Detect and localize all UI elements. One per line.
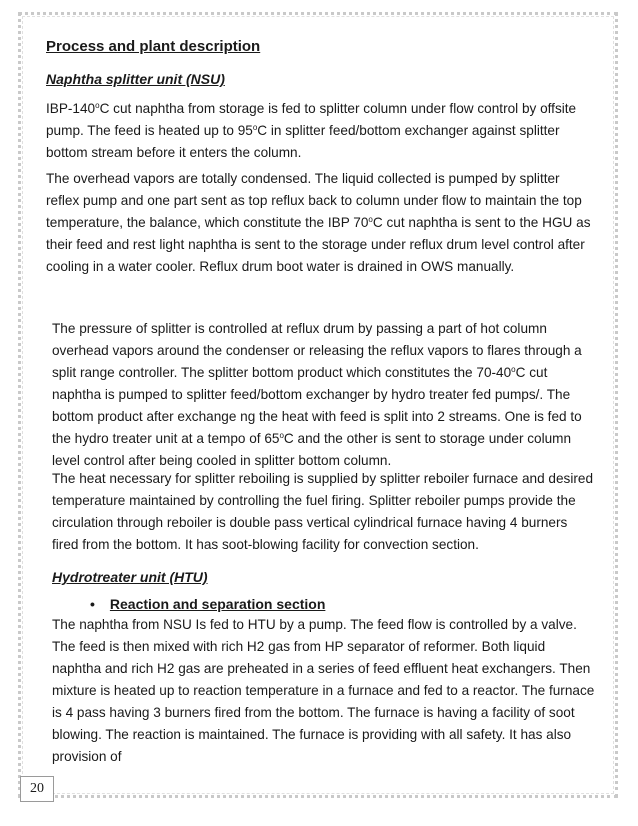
nsu-paragraph-4: The heat necessary for splitter reboiling is supplied by splitter reboiler furnace and desired temperature maintained by controlling the fuel firing. Splitter reboiler pumps provide the circulation through reboiler is double pass vertical cylindrical furnace having 4 burners fired from the bottom. It has soot-blowing facility for convection section. (52, 471, 594, 552)
section-heading: Process and plant description (46, 38, 261, 55)
bullet-item (90, 596, 325, 612)
page-number: 20 (20, 776, 54, 802)
nsu-paragraph-3: The pressure of splitter is controlled at reflux drum by passing a part of hot column overhead vapors around the condenser or releasing the reflux vapors to flares through a split range controller. The splitter bottom product which constitutes the 70-40$^o$C cut naphtha is pumped to splitter feed/bottom exchanger by hydro treater fed pumps/. The bottom product after exchange ng the heat with feed is split into 2 streams. One is fed to the hydro treater unit at a tempo of 65$^o$C and the other is sent to storage under column level control after being cooled in splitter bottom column. (52, 321, 582, 468)
nsu-subheading: Naphtha splitter unit (NSU) (46, 71, 225, 87)
bullet-icon: • (90, 596, 95, 612)
htu-subheading: Hydrotreater unit (HTU) (52, 569, 208, 585)
htu-paragraph-1: The naphtha from NSU Is fed to HTU by a pump. The feed flow is controlled by a valve. The feed is then mixed with rich H2 gas from HP separator of reformer. Both liquid naphtha and rich H2 gas are preheated in a series of feed effluent heat exchangers. Then mixture is heated up to reaction temperature in a furnace and fed to a reactor. The furnace is 4 pass having 3 burners fired from the bottom. The furnace is having a facility of soot blowing. The reaction is maintained. The furnace is providing with all safety. It has also provision of (52, 617, 595, 764)
nsu-paragraph-1: IBP-140$^o$C cut naphtha from storage is fed to splitter column under flow control by offsite pump. The feed is heated up to 95$^o$C in splitter feed/bottom exchanger against splitter bottom stream before it enters the column. (46, 101, 577, 160)
bullet-label: Reaction and separation section (109, 596, 326, 612)
nsu-paragraph-2: The overhead vapors are totally condensed. The liquid collected is pumped by splitter reflex pump and one part sent as top reflux back to column under flow to maintain the top temperature, the balance, which constitute the IBP 70$^o$C cut naphtha is sent to the HGU as their feed and rest light naphtha is sent to the storage under reflux drum level control after cooling in a water cooler. Reflux drum boot water is drained in OWS manually. (46, 171, 591, 274)
